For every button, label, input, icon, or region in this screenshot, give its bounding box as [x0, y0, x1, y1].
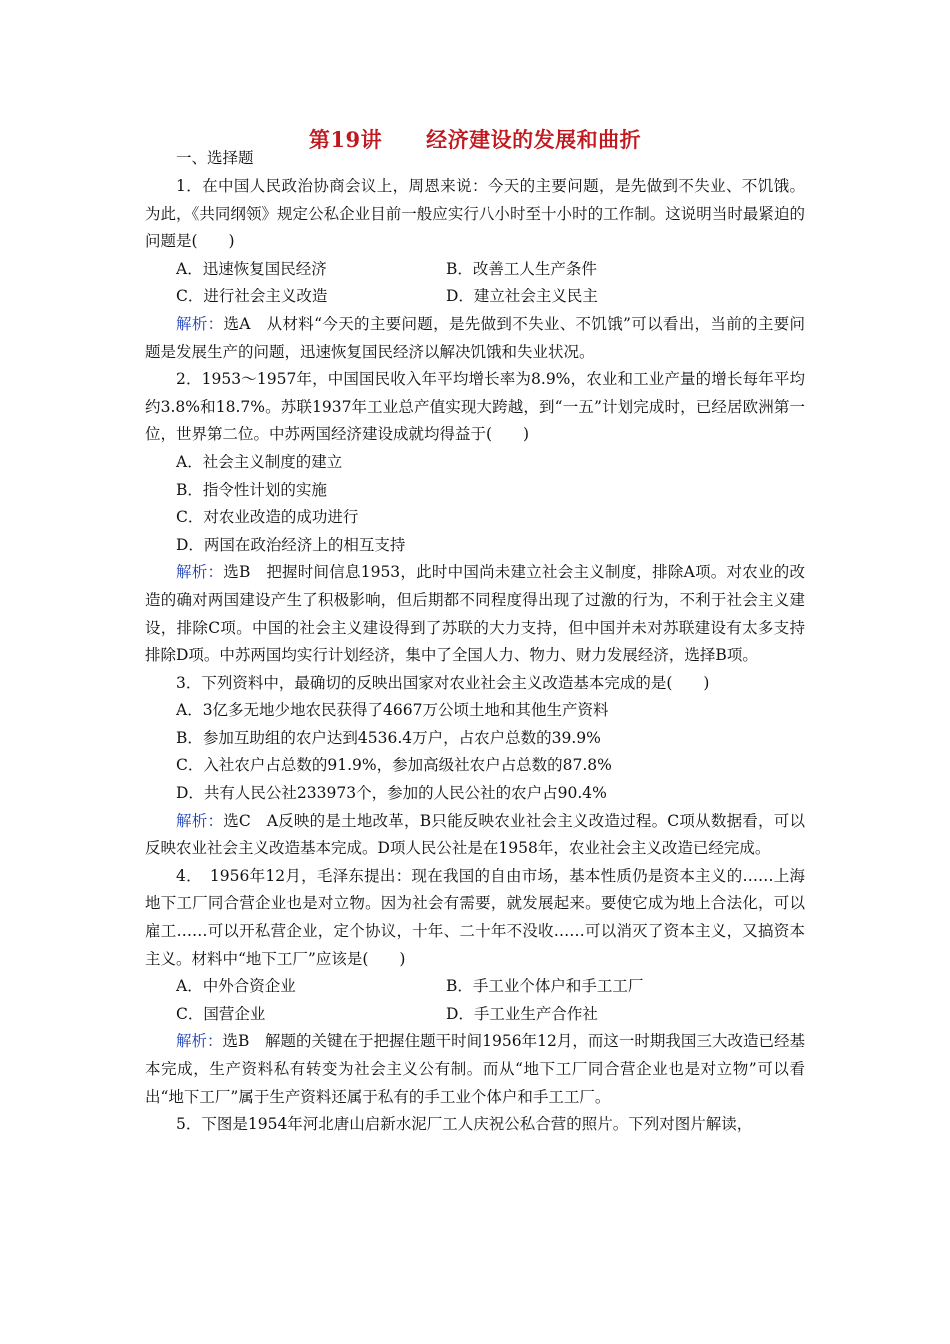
lecture-topic: 经济建设的发展和曲折	[426, 127, 642, 152]
option-row	[145, 283, 805, 311]
analysis	[145, 808, 805, 863]
analysis-label: 解析：	[176, 314, 224, 333]
option: A．3亿多无地少地农民获得了4667万公顷土地和其他生产资料	[176, 701, 609, 720]
option: B．参加互助组的农户达到4536.4万户，占农户总数的39.9%	[176, 728, 601, 747]
option: D．共有人民公社233973个，参加的人民公社的农户占90.4%	[176, 784, 607, 803]
option: B．改善工人生产条件	[446, 259, 597, 278]
question-stem: 5．下图是1954年河北唐山启新水泥厂工人庆祝公私合营的照片。下列对图片解读，	[176, 1115, 753, 1134]
question-stem: 4． 1956年12月，毛泽东提出：现在我国的自由市场，基本性质仍是资本主义的……上海地下工厂同合营企业也是对立物。因为社会有需要，就发展起来。要使它成为地上合法化，可以雇工……可以开私营企业，定个协议，十年、二十年不没收……可以消灭了资本主义，又搞资本主义。材料中“地下工厂”应该是( )	[145, 866, 805, 968]
analysis-text: 选B 把握时间信息1953，此时中国尚未建立社会主义制度，排除A项。对农业的改造的确对两国建设产生了积极影响，但后期都不同程度得出现了过激的行为，不利于社会主义建设，排除C项。中国的社会主义建设得到了苏联的大力支持，但中国并未对苏联建设有太多支持排除D项。中苏两国均实行计划经济，集中了全国人力、物力、财力发展经济，选择B项。	[145, 563, 805, 665]
page-title	[0, 124, 950, 154]
question-stem: 1．在中国人民政治协商会议上，周恩来说：今天的主要问题，是先做到不失业、不饥饿。为此，《共同纲领》规定公私企业目前一般应实行八小时至十小时的工作制。这说明当时最紧迫的问题是( )	[145, 177, 805, 251]
section-heading: 一、选择题	[176, 149, 254, 167]
option: A．迅速恢复国民经济	[176, 259, 327, 278]
option: A．社会主义制度的建立	[176, 452, 343, 471]
question-stem: 3．下列资料中，最确切的反映出国家对农业社会主义改造基本完成的是( )	[176, 673, 710, 692]
analysis-label: 解析：	[176, 1032, 223, 1051]
option: B．指令性计划的实施	[176, 480, 327, 499]
analysis	[145, 1028, 805, 1111]
option-row	[145, 256, 805, 284]
analysis-label: 解析：	[176, 811, 224, 830]
option: D．手工业生产合作社	[446, 1004, 598, 1023]
option: C．对农业改造的成功进行	[176, 508, 359, 527]
analysis-text: 选A 从材料“今天的主要问题，是先做到不失业、不饥饿”可以看出，当前的主要问题是发展生产的问题，迅速恢复国民经济以解决饥饿和失业状况。	[145, 314, 805, 361]
analysis	[145, 311, 805, 366]
question-stem: 2．1953～1957年，中国国民收入年平均增长率为8.9%，农业和工业产量的增长每年平均约3.8%和18.7%。苏联1937年工业总产值实现大跨越，到“一五”计划完成时，已经居欧洲第一位，世界第二位。中苏两国经济建设成就均得益于( )	[145, 370, 805, 444]
option: C．国营企业	[176, 1004, 266, 1023]
analysis	[145, 559, 805, 669]
analysis-text: 选B 解题的关键在于把握住题干时间1956年12月，而这一时期我国三大改造已经基本完成，生产资料私有转变为社会主义公有制。而从“地下工厂同合营企业也是对立物”可以看出“地下工厂”属于生产资料还属于私有的手工业个体户和手工工厂。	[145, 1032, 805, 1106]
option: C．入社农户占总数的91.9%，参加高级社农户占总数的87.8%	[176, 756, 612, 775]
analysis-text: 选C A反映的是土地改革，B只能反映农业社会主义改造过程。C项从数据看，可以反映农业社会主义改造基本完成。D项人民公社是在1958年，农业社会主义改造已经完成。	[145, 811, 805, 858]
question-list	[145, 173, 805, 1139]
analysis-label: 解析：	[176, 563, 224, 582]
option: C．进行社会主义改造	[176, 287, 328, 306]
option-row	[145, 973, 805, 1001]
option: D．两国在政治经济上的相互支持	[176, 535, 406, 554]
option-row	[145, 1001, 805, 1029]
option: A．中外合资企业	[176, 977, 296, 996]
option: B．手工业个体户和手工工厂	[446, 977, 644, 996]
lecture-number: 第19讲	[308, 127, 383, 152]
option: D．建立社会主义民主	[446, 287, 598, 306]
